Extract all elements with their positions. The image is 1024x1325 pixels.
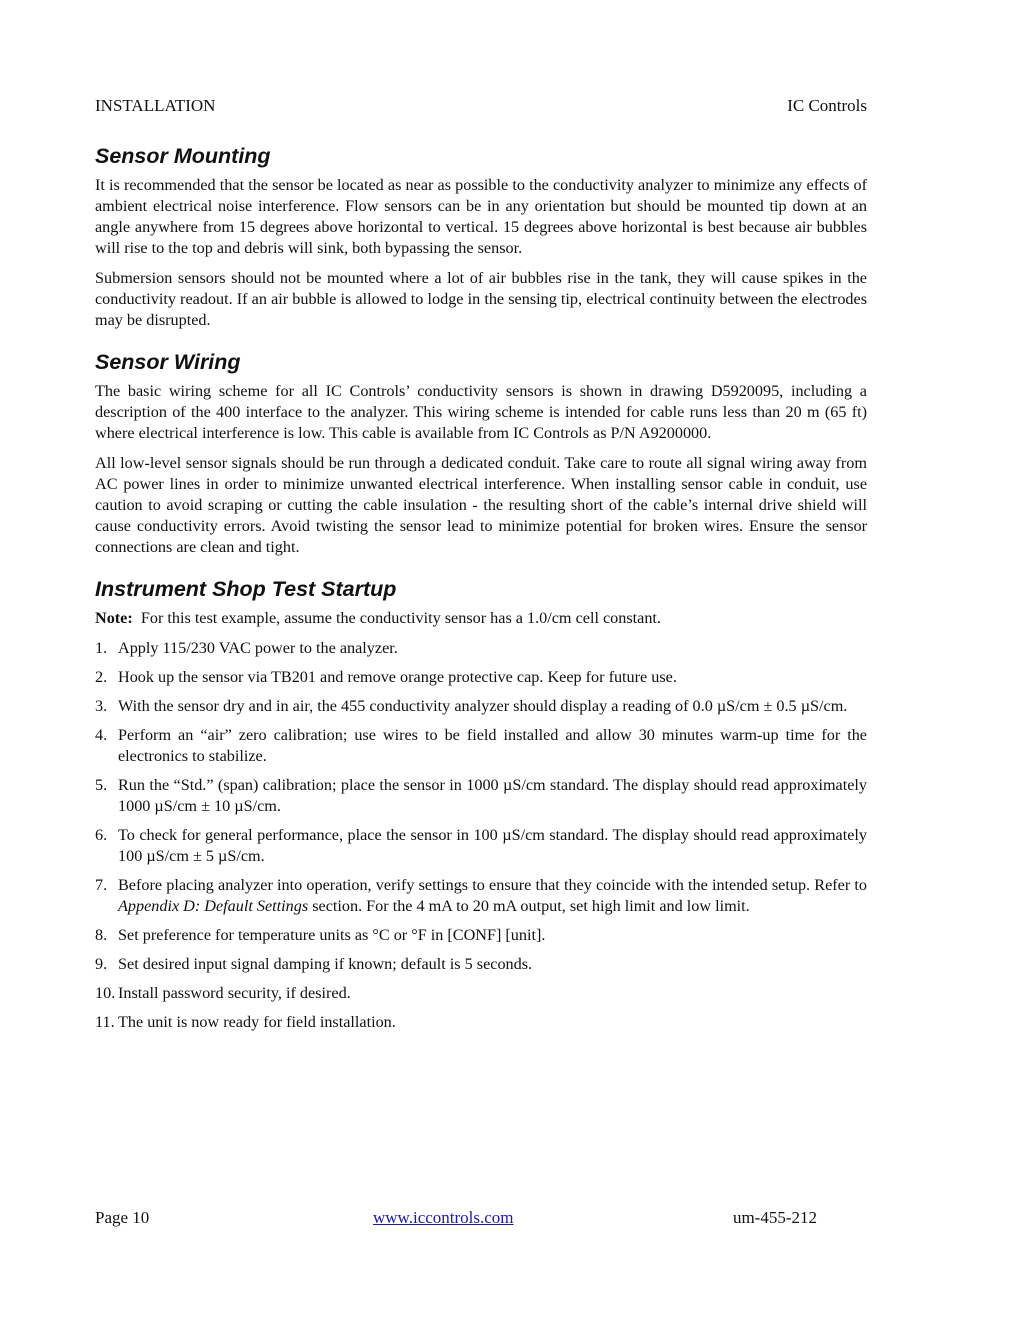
page-number: Page 10: [95, 1208, 150, 1227]
list-item: [95, 638, 867, 659]
step-text: Apply 115/230 VAC power to the analyzer.: [118, 639, 398, 657]
section-sensor-wiring: [95, 349, 867, 558]
header-section-label: INSTALLATION: [95, 96, 216, 115]
document-id: um-455-212: [732, 1208, 817, 1227]
header-company-name: IC Controls: [787, 96, 867, 115]
step-text-after: section. For the 4 mA to 20 mA output, set high limit and low limit.: [308, 897, 750, 915]
step-text: Hook up the sensor via TB201 and remove orange protective cap. Keep for future use.: [118, 668, 677, 686]
step-number: 9.: [95, 955, 108, 973]
page-content: [95, 143, 867, 1051]
note: [95, 608, 867, 629]
section-shop-test: [95, 576, 867, 1033]
step-text: Set preference for temperature units as °C or °F in [CONF] [unit].: [118, 926, 546, 944]
step-number: 7.: [95, 876, 108, 894]
list-item: [95, 725, 867, 767]
list-item: [95, 954, 867, 975]
appendix-reference: Appendix D: Default Settings: [118, 897, 309, 915]
step-number: 5.: [95, 776, 108, 794]
section-title-sensor-mounting: Sensor Mounting: [95, 144, 271, 168]
website-link[interactable]: www.iccontrols.com: [373, 1208, 514, 1227]
step-number: 2.: [95, 668, 108, 686]
list-item: [95, 925, 867, 946]
list-item: [95, 1012, 867, 1033]
list-item: [95, 775, 867, 817]
step-number: 8.: [95, 926, 108, 944]
step-text-before: Before placing analyzer into operation, verify settings to ensure that they coincide with the intended setup. Refer to: [118, 876, 867, 894]
paragraph: Submersion sensors should not be mounted where a lot of air bubbles rise in the tank, they will cause spikes in the conductivity readout. If an air bubble is allowed to lodge in the sensing tip, electrical continuity between the electrodes may be disrupted.: [95, 269, 867, 329]
step-text: Set desired input signal damping if known; default is 5 seconds.: [118, 955, 533, 973]
section-sensor-mounting: [95, 143, 867, 331]
paragraph: All low-level sensor signals should be run through a dedicated conduit. Take care to route all signal wiring away from AC power lines in order to minimize unwanted electrical interference. When installing sensor cable in conduit, use caution to avoid scraping or cutting the cable insulation - the resulting short of the cable’s internal drive shield will cause conductivity errors. Avoid twisting the sensor lead to minimize potential for broken wires. Ensure the sensor connections are clean and tight.: [95, 454, 867, 556]
step-number: 4.: [95, 726, 108, 744]
step-text: To check for general performance, place the sensor in 100 µS/cm standard. The display should read approximately 100 µS/cm ± 5 µS/cm.: [118, 826, 867, 865]
step-text: Perform an “air” zero calibration; use wires to be field installed and allow 30 minutes warm-up time for the electronics to stabilize.: [118, 726, 867, 765]
step-text: With the sensor dry and in air, the 455 conductivity analyzer should display a reading of 0.0 µS/cm ± 0.5 µS/cm.: [118, 697, 848, 715]
note-text: For this test example, assume the conductivity sensor has a 1.0/cm cell constant.: [140, 609, 661, 627]
list-item: [95, 875, 867, 917]
step-number: 3.: [95, 697, 108, 715]
list-item: [95, 667, 867, 688]
step-number: 1.: [95, 639, 108, 657]
startup-steps-list: [95, 638, 867, 1033]
note-label: Note:: [95, 609, 133, 627]
step-text: Install password security, if desired.: [118, 984, 351, 1002]
paragraph: It is recommended that the sensor be located as near as possible to the conductivity analyzer to minimize any effects of ambient electrical noise interference. Flow sensors can be in any orientation but should be mounted tip down at an angle anywhere from 15 degrees above horizontal to vertical. 15 degrees above horizontal is best because air bubbles will rise to the top and debris will sink, both bypassing the sensor.: [95, 176, 867, 257]
step-number: 6.: [95, 826, 108, 844]
paragraph: The basic wiring scheme for all IC Controls’ conductivity sensors is shown in drawing D5920095, including a description of the 400 interface to the analyzer. This wiring scheme is intended for cable runs less than 20 m (65 ft) where electrical interference is low. This cable is available from IC Controls as P/N A9200000.: [95, 382, 867, 442]
section-title-shop-test: Instrument Shop Test Startup: [95, 577, 397, 601]
list-item: [95, 696, 867, 717]
step-text: The unit is now ready for field installation.: [118, 1013, 396, 1031]
step-text: Run the “Std.” (span) calibration; place the sensor in 1000 µS/cm standard. The display should read approximately 1000 µS/cm ± 10 µS/cm.: [118, 776, 867, 815]
list-item: [95, 983, 867, 1004]
section-title-sensor-wiring: Sensor Wiring: [95, 350, 241, 374]
step-number: 11.: [95, 1013, 115, 1031]
list-item: [95, 825, 867, 867]
step-number: 10.: [95, 984, 116, 1002]
running-header: [95, 96, 867, 116]
